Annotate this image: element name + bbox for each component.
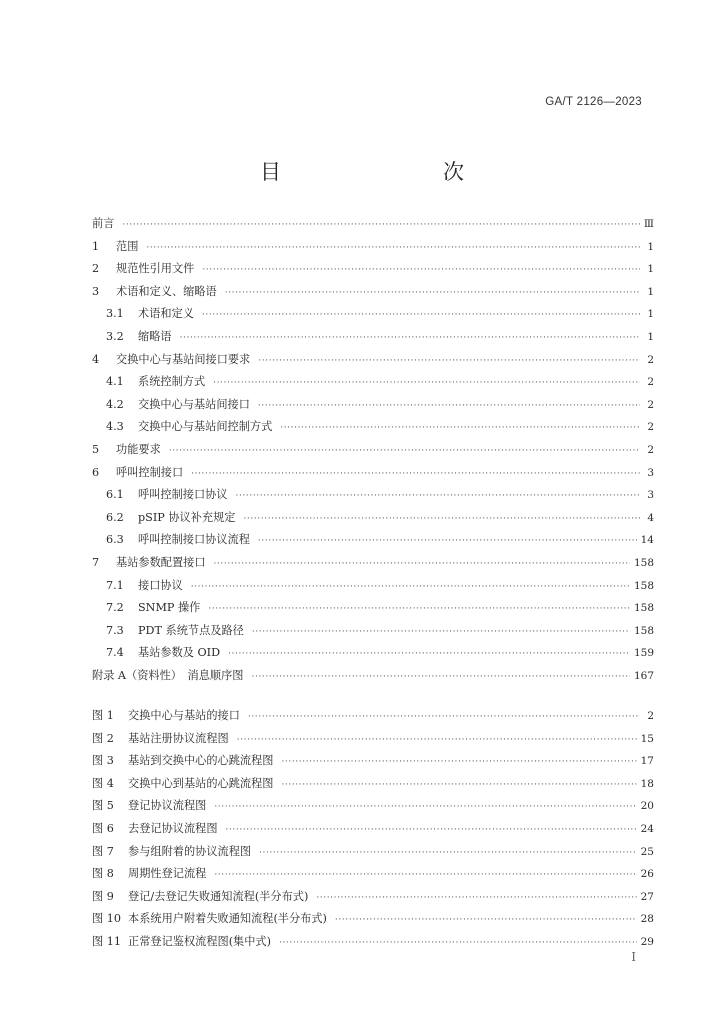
toc-entry-page: 1 (647, 285, 654, 298)
standard-code: GA/T 2126—2023 (545, 96, 642, 108)
toc-entry-title: 前言 (92, 217, 115, 230)
toc-entry[interactable] (92, 236, 654, 259)
figure-entry-page: 17 (640, 755, 654, 768)
toc-entry-number: 7.4 (106, 646, 124, 660)
figure-entry-title: 基站注册协议流程图 (128, 731, 229, 745)
figure-entry-number: 图 8 (92, 867, 114, 881)
dot-leader (335, 909, 637, 932)
toc-entry[interactable] (92, 642, 654, 665)
toc-entry-title: PDT 系统节点及路径 (138, 623, 244, 637)
figure-entry-number: 图 4 (92, 776, 114, 790)
dot-leader (243, 508, 640, 531)
toc-entry-title: 交换中心与基站间接口 (138, 397, 250, 411)
toc-entry-number: 3 (92, 284, 100, 298)
dot-leader (258, 395, 640, 418)
figure-entry[interactable] (92, 886, 654, 909)
toc-entry-page: 167 (633, 669, 654, 682)
toc-entry-page: 1 (647, 330, 654, 343)
figure-entry-number: 图 11 (92, 934, 121, 948)
dot-leader (237, 729, 637, 752)
figure-entry-number: 图 6 (92, 821, 114, 835)
toc-entry-title: 呼叫控制接口协议 (138, 488, 228, 502)
dot-leader (258, 350, 640, 373)
dot-leader (279, 932, 637, 955)
dot-leader (122, 214, 639, 237)
dot-leader (214, 553, 630, 576)
table-of-contents (92, 213, 654, 687)
toc-entry-page: 14 (640, 534, 654, 547)
dot-leader (259, 842, 637, 865)
figure-entry[interactable] (92, 728, 654, 751)
toc-entry[interactable] (92, 416, 654, 439)
toc-entry-title: 呼叫控制接口协议流程 (138, 533, 250, 547)
toc-entry-number: 7 (92, 555, 100, 569)
figure-entry-page: 25 (640, 845, 654, 858)
toc-entry[interactable] (92, 439, 654, 462)
figure-entry-page: 26 (640, 868, 654, 881)
dot-leader (191, 463, 640, 486)
toc-entry-title: 系统控制方式 (138, 375, 206, 389)
figure-entry-page: 28 (640, 913, 654, 926)
figure-entry-number: 图 2 (92, 731, 114, 745)
page-title: 目 次 (260, 160, 504, 184)
figure-entry-number: 图 9 (92, 889, 114, 903)
toc-entry-number: 6.3 (106, 533, 124, 547)
toc-entry-page: 2 (647, 353, 654, 366)
toc-entry-title: 术语和定义 (138, 307, 194, 321)
toc-entry[interactable] (92, 597, 654, 620)
toc-entry[interactable] (92, 326, 654, 349)
dot-leader (146, 237, 640, 260)
figure-entry-page: 15 (640, 732, 654, 745)
toc-entry[interactable] (92, 394, 654, 417)
dot-leader (226, 819, 637, 842)
figure-entry-title: 正常登记鉴权流程图(集中式) (128, 934, 271, 948)
toc-entry[interactable] (92, 349, 654, 372)
toc-entry-page: 2 (647, 421, 654, 434)
toc-entry[interactable] (92, 529, 654, 552)
dot-leader (202, 259, 640, 282)
toc-entry-title: 基站参数配置接口 (116, 555, 206, 569)
toc-entry-number: 7.2 (106, 601, 124, 615)
figure-entry[interactable] (92, 750, 654, 773)
toc-entry-number: 4.3 (106, 420, 124, 434)
figure-entry-title: 去登记协议流程图 (128, 821, 218, 835)
toc-entry-number: 3.1 (106, 307, 124, 321)
figure-entry-title: 登记协议流程图 (128, 799, 207, 813)
figure-entry-page: 29 (640, 935, 654, 948)
figure-entry[interactable] (92, 795, 654, 818)
toc-entry-number: 7.3 (106, 623, 124, 637)
toc-entry[interactable] (92, 507, 654, 530)
toc-entry[interactable] (92, 552, 654, 575)
dot-leader (202, 304, 640, 327)
toc-entry-page: 159 (633, 647, 654, 660)
toc-entry-title: 基站参数及 OID (138, 646, 221, 660)
figure-entry-page: 2 (647, 710, 654, 722)
toc-entry-page: 2 (647, 443, 654, 456)
dot-leader (180, 327, 640, 350)
figure-entry-page: 18 (640, 777, 654, 790)
toc-entry-number: 7.1 (106, 578, 124, 592)
figure-entry[interactable] (92, 705, 654, 728)
toc-entry-number: 4 (92, 352, 100, 366)
toc-entry-title: 交换中心与基站间接口要求 (116, 352, 251, 366)
dot-leader (214, 796, 636, 819)
toc-entry[interactable] (92, 665, 654, 688)
figure-entry-title: 本系统用户附着失败通知流程(半分布式) (128, 912, 327, 926)
dot-leader (281, 774, 636, 797)
toc-entry-number: 1 (92, 239, 100, 253)
toc-entry[interactable] (92, 484, 654, 507)
figure-entry[interactable] (92, 908, 654, 931)
toc-entry-page: 158 (633, 579, 654, 592)
figure-entry[interactable] (92, 863, 654, 886)
toc-entry[interactable] (92, 620, 654, 643)
dot-leader (251, 666, 629, 689)
toc-entry-page: 1 (647, 240, 654, 253)
dot-leader (252, 621, 630, 644)
dot-leader (214, 864, 636, 887)
toc-entry-title: 缩略语 (138, 329, 172, 343)
dot-leader (225, 282, 640, 305)
figure-entry-page: 20 (640, 800, 654, 813)
dot-leader (191, 576, 630, 599)
figure-entry-number: 图 3 (92, 754, 114, 768)
figure-entry-title: 登记/去登记失败通知流程(半分布式) (128, 889, 309, 903)
toc-entry-page: 2 (647, 398, 654, 411)
toc-entry-page: 1 (647, 263, 654, 276)
figure-entry-number: 图 5 (92, 799, 114, 813)
toc-entry[interactable] (92, 258, 654, 281)
dot-leader (213, 372, 640, 395)
figure-entry-title: 交换中心与基站的接口 (128, 709, 240, 722)
figure-entry-title: 周期性登记流程 (128, 867, 207, 881)
toc-entry-title: SNMP 操作 (138, 601, 201, 615)
toc-entry-number: 5 (92, 442, 100, 456)
dot-leader (258, 530, 637, 553)
toc-entry-title: 功能要求 (116, 442, 161, 456)
figure-entry-page: 27 (640, 890, 654, 903)
dot-leader (281, 751, 636, 774)
toc-entry[interactable] (92, 371, 654, 394)
toc-entry-page: 1 (647, 308, 654, 321)
toc-entry-page: 3 (647, 489, 654, 502)
figure-entry-number: 图 7 (92, 844, 114, 858)
toc-entry-number: 6.1 (106, 488, 124, 502)
toc-entry-number: 4.2 (106, 397, 124, 411)
dot-leader (208, 598, 630, 621)
toc-entry-page: 4 (647, 511, 654, 524)
dot-leader (280, 417, 640, 440)
toc-entry-page: 158 (633, 602, 654, 615)
figure-entry[interactable] (92, 818, 654, 841)
dot-leader (228, 643, 630, 666)
toc-entry-page: 2 (647, 376, 654, 389)
dot-leader (316, 887, 636, 910)
toc-entry-title: 接口协议 (138, 578, 183, 592)
toc-entry-page: Ⅲ (643, 218, 654, 230)
toc-entry[interactable] (92, 213, 654, 236)
toc-entry[interactable] (92, 575, 654, 598)
toc-entry-page: 158 (633, 556, 654, 569)
toc-entry-number: 6.2 (106, 510, 124, 524)
figure-list (92, 705, 654, 954)
toc-entry-page: 3 (647, 466, 654, 479)
toc-entry-title: 呼叫控制接口 (116, 465, 184, 479)
toc-entry-page: 158 (633, 624, 654, 637)
toc-entry[interactable] (92, 462, 654, 485)
figure-entry[interactable] (92, 931, 654, 954)
toc-entry-title: 术语和定义、缩略语 (116, 284, 217, 298)
dot-leader (248, 706, 640, 729)
figure-entry[interactable] (92, 773, 654, 796)
figure-entry-page: 24 (640, 822, 654, 835)
toc-entry-number: 4.1 (106, 375, 124, 389)
toc-entry-title: 范围 (116, 239, 139, 253)
figure-entry-number: 图 1 (92, 709, 114, 722)
figure-entry-title: 交换中心到基站的心跳流程图 (128, 776, 274, 790)
toc-entry-title: 规范性引用文件 (116, 262, 195, 276)
toc-entry-number: 2 (92, 262, 100, 276)
page-number: I (631, 950, 636, 964)
toc-entry-title: pSIP 协议补充规定 (138, 510, 236, 524)
figure-entry[interactable] (92, 841, 654, 864)
figure-entry-number: 图 10 (92, 912, 121, 926)
toc-entry-number: 3.2 (106, 329, 124, 343)
toc-entry-title: 交换中心与基站间控制方式 (138, 420, 273, 434)
dot-leader (169, 440, 640, 463)
dot-leader (236, 485, 640, 508)
figure-entry-title: 基站到交换中心的心跳流程图 (128, 754, 274, 768)
toc-entry-number: 6 (92, 465, 100, 479)
figure-entry-title: 参与组附着的协议流程图 (128, 844, 252, 858)
toc-entry-title: 附录 A（资料性） 消息顺序图 (92, 668, 244, 682)
toc-entry[interactable] (92, 281, 654, 304)
toc-entry[interactable] (92, 303, 654, 326)
